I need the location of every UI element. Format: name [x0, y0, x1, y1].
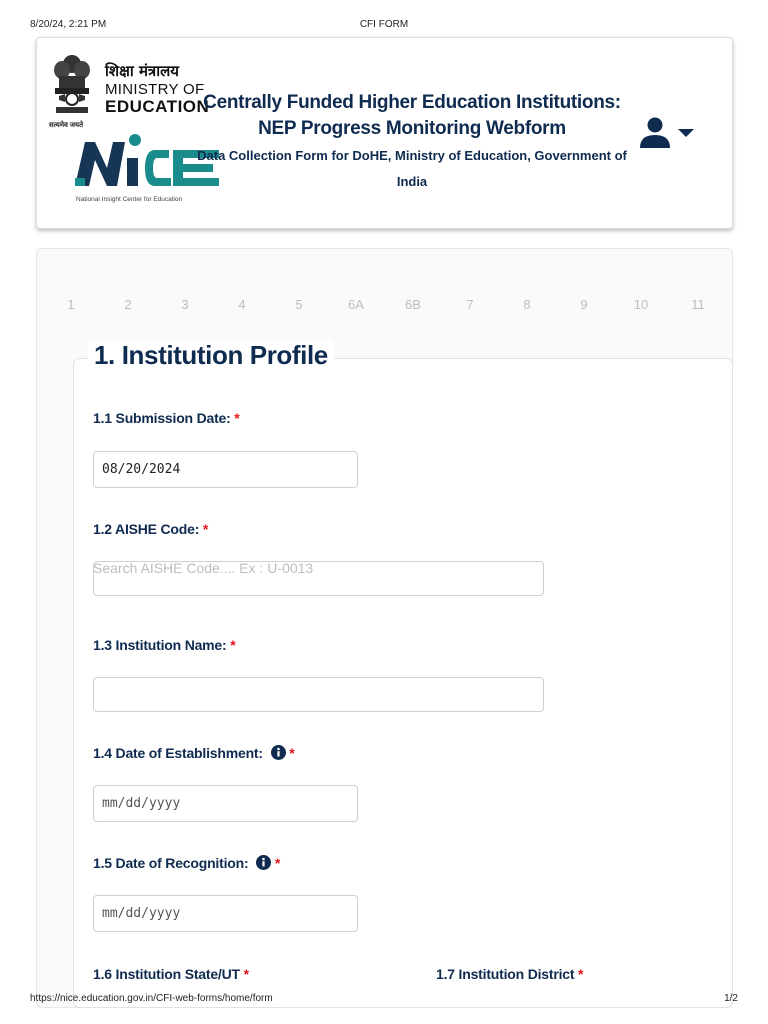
national-emblem-icon [51, 52, 93, 132]
required-mark: * [243, 966, 249, 982]
step-7[interactable]: 7 [466, 297, 474, 312]
emblem-motto: सत्यमेव जयते [49, 122, 84, 129]
print-header [0, 19, 768, 33]
page-title [197, 90, 627, 142]
date-recognition-label-text: 1.5 Date of Recognition: [93, 855, 249, 871]
ministry-line1: MINISTRY OF [105, 81, 205, 98]
required-mark: * [230, 637, 236, 653]
page-subtitle [197, 143, 627, 195]
print-title: CFI FORM [359, 19, 409, 30]
aishe-code-search-input[interactable] [93, 561, 544, 596]
step-11[interactable]: 11 [691, 297, 705, 312]
step-10[interactable]: 10 [633, 297, 649, 312]
step-navigator [34, 297, 704, 315]
info-icon[interactable] [256, 855, 271, 873]
required-mark: * [202, 521, 209, 537]
chevron-down-icon [678, 129, 694, 137]
submission-date-label-text: 1.1 Submission Date: [93, 410, 231, 426]
section-title: 1. Institution Profile [88, 340, 334, 371]
required-mark: * [289, 745, 295, 761]
step-3[interactable]: 3 [181, 297, 189, 312]
ministry-line2: EDUCATION [105, 97, 210, 116]
step-4[interactable]: 4 [238, 297, 246, 312]
print-footer [0, 993, 768, 1007]
step-2[interactable]: 2 [124, 297, 132, 312]
print-url: https://nice.education.gov.in/CFI-web-forms/home/form [30, 993, 273, 1004]
institution-name-label-text: 1.3 Institution Name: [93, 637, 227, 653]
institution-name-label [93, 637, 235, 653]
submission-date-input[interactable]: 08/20/2024 [93, 451, 358, 488]
required-mark: * [578, 966, 584, 982]
institution-state-label [93, 966, 249, 982]
step-6a[interactable]: 6A [348, 297, 364, 312]
user-menu[interactable] [637, 116, 701, 150]
date-recognition-input[interactable]: mm/dd/yyyy [93, 895, 358, 932]
ministry-logo-text [105, 64, 209, 115]
aishe-code-label-text: 1.2 AISHE Code: [93, 521, 200, 537]
ministry-hindi: शिक्षा मंत्रालय [105, 62, 179, 80]
institution-district-label-text: 1.7 Institution District [436, 966, 575, 982]
header-card [36, 37, 733, 229]
aishe-code-label [93, 521, 208, 537]
page-subtitle-line1: Data Collection Form for DoHE, Ministry of Education, Government of [197, 148, 627, 163]
step-8[interactable]: 8 [523, 297, 531, 312]
info-icon[interactable] [271, 745, 286, 763]
print-page-number: 1/2 [724, 993, 738, 1004]
required-mark: * [234, 410, 240, 426]
step-6b[interactable]: 6B [405, 297, 421, 312]
nice-tagline: National Insight Center for Education [76, 196, 183, 203]
institution-state-label-text: 1.6 Institution State/UT [93, 966, 240, 982]
page-subtitle-line2: India [396, 174, 428, 189]
date-establishment-label [93, 745, 295, 763]
page-title-line1: Centrally Funded Higher Education Institutions: [203, 92, 621, 113]
page-title-line2: NEP Progress Monitoring Webform [258, 118, 566, 139]
user-icon [640, 118, 670, 149]
institution-district-label [436, 966, 583, 982]
date-establishment-label-text: 1.4 Date of Establishment: [93, 745, 263, 761]
step-5[interactable]: 5 [295, 297, 303, 312]
date-recognition-label [93, 855, 280, 873]
submission-date-label [93, 410, 240, 426]
step-9[interactable]: 9 [580, 297, 588, 312]
print-date: 8/20/24, 2:21 PM [30, 19, 107, 30]
step-1[interactable]: 1 [67, 297, 75, 312]
date-establishment-input[interactable]: mm/dd/yyyy [93, 785, 358, 822]
institution-name-input[interactable] [93, 677, 544, 712]
aishe-code-placeholder: Search AISHE Code.... Ex : U-0013 [93, 560, 314, 576]
required-mark: * [274, 855, 281, 871]
